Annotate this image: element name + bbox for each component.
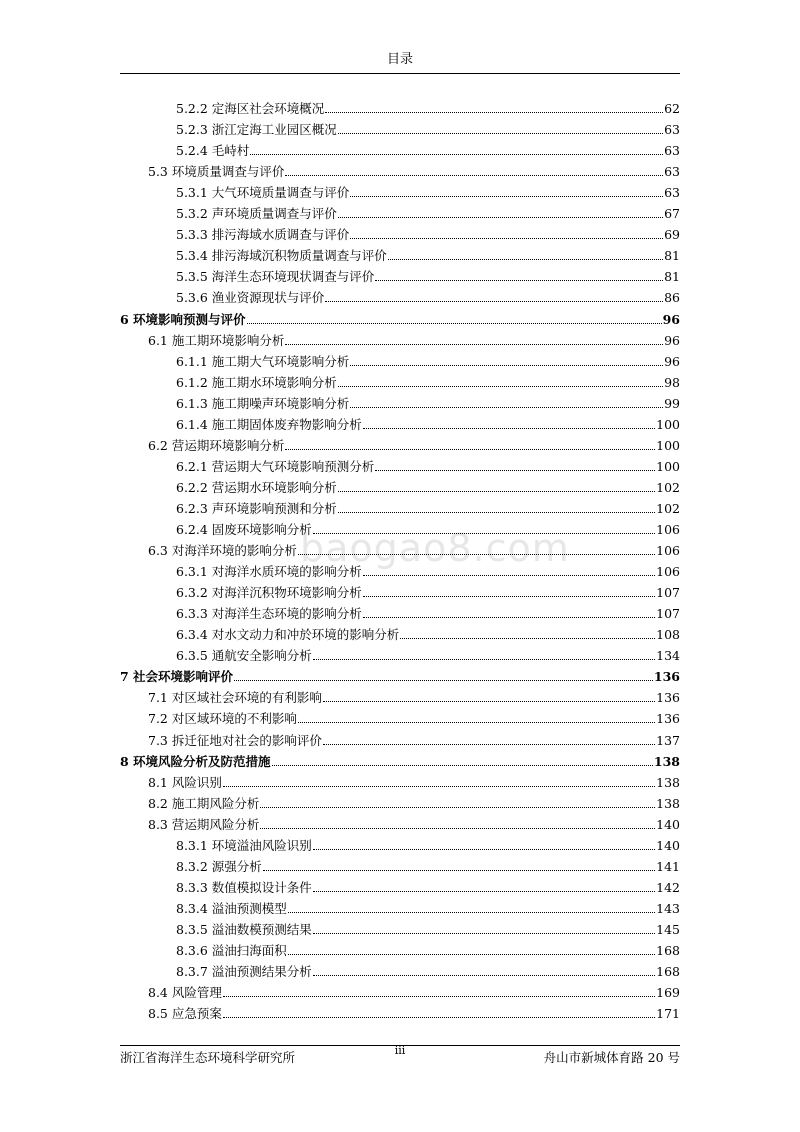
toc-entry[interactable] <box>176 180 680 201</box>
toc-dot-leader <box>350 238 663 239</box>
toc-entry-page: 168 <box>656 943 680 958</box>
toc-entry[interactable] <box>176 138 680 159</box>
toc-entry-label: 6.1.1 施工期大气环境影响分析 <box>176 353 350 369</box>
toc-dot-leader <box>298 554 655 555</box>
toc-entry[interactable] <box>176 938 680 959</box>
toc-entry-label: 6.1.2 施工期水环境影响分析 <box>176 374 337 390</box>
toc-entry[interactable] <box>148 433 680 454</box>
toc-entry-page: 137 <box>656 732 680 748</box>
toc-entry-page: 136 <box>653 669 680 685</box>
toc-entry[interactable] <box>148 728 680 749</box>
toc-dot-leader <box>363 575 655 576</box>
toc-entry-label: 6.3 对海洋环境的影响分析 <box>148 543 297 559</box>
toc-entry[interactable] <box>148 685 680 706</box>
toc-dot-leader <box>285 344 663 345</box>
toc-entry-page: 168 <box>656 964 680 980</box>
toc-entry-page: 102 <box>656 479 680 495</box>
toc-dot-leader <box>285 175 663 176</box>
toc-entry[interactable] <box>148 328 680 349</box>
footer-page-number: iii <box>394 1044 406 1057</box>
toc-dot-leader <box>272 765 653 766</box>
toc-entry-page: 62 <box>664 101 680 116</box>
toc-dot-leader <box>338 491 655 492</box>
toc-entry-label: 6.2.3 声环境影响预测和分析 <box>176 500 337 516</box>
toc-dot-leader <box>350 196 663 197</box>
toc-entry[interactable] <box>148 1001 680 1022</box>
toc-entry[interactable] <box>176 601 680 622</box>
toc-entry-label: 6.1.3 施工期噪声环境影响分析 <box>176 395 350 411</box>
toc-entry[interactable] <box>176 96 680 117</box>
toc-entry[interactable] <box>176 412 680 433</box>
toc-dot-leader <box>338 512 655 513</box>
toc-dot-leader <box>323 744 655 745</box>
toc-entry[interactable] <box>176 264 680 285</box>
toc-entry-label: 7.3 拆迁征地对社会的影响评价 <box>148 732 322 748</box>
toc-entry-label: 6.1.4 施工期固体废弃物影响分析 <box>176 416 362 432</box>
page-header-title: 目录 <box>386 52 413 67</box>
toc-entry-label: 6.3.1 对海洋水质环境的影响分析 <box>176 564 362 580</box>
toc-entry[interactable] <box>176 854 680 875</box>
toc-dot-leader <box>363 428 655 429</box>
toc-entry-page: 102 <box>656 500 680 516</box>
footer-address: 舟山市新城体育路 20 号 <box>543 1050 680 1065</box>
toc-entry-page: 140 <box>656 816 680 832</box>
toc-entry[interactable] <box>176 580 680 601</box>
toc-entry[interactable] <box>176 875 680 896</box>
toc-entry-page: 138 <box>653 753 680 769</box>
toc-entry-page: 106 <box>656 522 680 537</box>
toc-entry[interactable] <box>148 706 680 727</box>
toc-entry-label: 8.3.6 溢油扫海面积 <box>176 943 287 958</box>
toc-entry-label: 5.3.2 声环境质量调查与评价 <box>176 206 337 222</box>
toc-entry[interactable] <box>148 538 680 559</box>
toc-entry-label: 8.3 营运期风险分析 <box>148 816 260 832</box>
toc-dot-leader <box>313 533 655 534</box>
toc-entry-label: 8 环境风险分析及防范措施 <box>120 753 271 769</box>
toc-entry-page: 81 <box>664 269 680 285</box>
toc-entry-label: 8.1 风险识别 <box>148 774 222 790</box>
toc-entry-label: 6.2.1 营运期大气环境影响预测分析 <box>176 458 375 474</box>
toc-entry[interactable] <box>176 517 680 538</box>
toc-entry-page: 107 <box>656 585 680 601</box>
toc-entry-label: 5.2.4 毛峙村 <box>176 143 250 159</box>
footer-institute: 浙江省海洋生态环境科学研究所 <box>120 1050 296 1065</box>
toc-entry-label: 5.3.4 排污海域沉积物质量调查与评价 <box>176 248 387 264</box>
toc-entry-page: 63 <box>664 164 680 180</box>
toc-entry-label: 8.3.3 数值模拟设计条件 <box>176 879 312 895</box>
toc-entry[interactable] <box>176 917 680 938</box>
toc-entry[interactable] <box>176 454 680 475</box>
toc-entry[interactable] <box>120 664 680 685</box>
toc-dot-leader <box>388 259 663 260</box>
toc-dot-leader <box>285 449 655 450</box>
toc-entry-page: 100 <box>656 416 680 432</box>
toc-entry-label: 6.2 营运期环境影响分析 <box>148 437 285 453</box>
toc-dot-leader <box>363 596 655 597</box>
toc-entry-page: 169 <box>656 985 680 1001</box>
toc-entry-page: 136 <box>656 690 680 706</box>
toc-dot-leader <box>325 112 663 113</box>
toc-dot-leader <box>263 870 655 871</box>
toc-entry-page: 106 <box>656 543 680 559</box>
toc-dot-leader <box>313 891 655 892</box>
toc-dot-leader <box>350 407 663 408</box>
toc-entry[interactable] <box>176 622 680 643</box>
toc-dot-leader <box>338 133 663 134</box>
toc-entry-page: 96 <box>664 353 680 369</box>
toc-entry[interactable] <box>176 475 680 496</box>
toc-entry[interactable] <box>176 643 680 664</box>
toc-dot-leader <box>298 722 655 723</box>
toc-dot-leader <box>313 849 655 850</box>
toc-dot-leader <box>375 470 655 471</box>
toc-dot-leader <box>234 680 653 681</box>
toc-entry[interactable] <box>148 791 680 812</box>
toc-entry-label: 8.2 施工期风险分析 <box>148 795 260 811</box>
toc-entry-label: 6.1 施工期环境影响分析 <box>148 332 285 348</box>
toc-dot-leader <box>338 217 663 218</box>
toc-entry-label: 8.3.1 环境溢油风险识别 <box>176 837 312 853</box>
toc-entry[interactable] <box>148 159 680 180</box>
toc-entry-page: 138 <box>656 774 680 790</box>
toc-entry-page: 100 <box>656 458 680 474</box>
header-divider <box>120 73 680 74</box>
toc-dot-leader <box>313 659 655 660</box>
toc-entry-page: 100 <box>656 437 680 453</box>
toc-dot-leader <box>363 617 655 618</box>
toc-dot-leader <box>400 638 655 639</box>
toc-entry-label: 8.3.7 溢油预测结果分析 <box>176 964 312 980</box>
toc-entry[interactable] <box>176 285 680 306</box>
toc-entry-page: 134 <box>656 648 680 664</box>
toc-dot-leader <box>223 996 655 997</box>
toc-entry-page: 141 <box>656 858 680 874</box>
toc-dot-leader <box>323 701 655 702</box>
toc-entry-label: 7.2 对区域环境的不利影响 <box>148 711 297 727</box>
toc-entry-label: 5.3 环境质量调查与评价 <box>148 164 285 180</box>
toc-entry[interactable] <box>176 391 680 412</box>
toc-entry-page: 63 <box>664 122 680 138</box>
toc-dot-leader <box>313 975 655 976</box>
toc-entry-page: 69 <box>664 227 680 243</box>
toc-entry-label: 6 环境影响预测与评价 <box>120 311 246 327</box>
toc-dot-leader <box>338 386 663 387</box>
toc-entry-label: 6.3.2 对海洋沉积物环境影响分析 <box>176 585 362 601</box>
toc-entry-label: 5.3.3 排污海域水质调查与评价 <box>176 227 350 243</box>
toc-dot-leader <box>313 933 655 934</box>
toc-dot-leader <box>288 912 655 913</box>
toc-entry[interactable] <box>176 959 680 980</box>
toc-dot-leader <box>250 154 663 155</box>
toc-dot-leader <box>260 828 655 829</box>
toc-dot-leader <box>223 1017 655 1018</box>
toc-entry-label: 8.5 应急预案 <box>148 1006 222 1022</box>
toc-entry-page: 63 <box>664 143 680 159</box>
toc-entry[interactable] <box>176 370 680 391</box>
toc-entry-page: 107 <box>656 606 680 622</box>
toc-entry-page: 171 <box>656 1006 680 1022</box>
toc-entry-page: 98 <box>664 374 680 390</box>
toc-entry-label: 5.2.3 浙江定海工业园区概况 <box>176 122 337 138</box>
toc-entry-label: 7.1 对区域社会环境的有利影响 <box>148 690 322 706</box>
toc-entry-page: 138 <box>656 795 680 811</box>
toc-dot-leader <box>288 954 655 955</box>
toc-entry[interactable] <box>120 749 680 770</box>
toc-entry[interactable] <box>176 243 680 264</box>
toc-dot-leader <box>375 280 663 281</box>
toc-entry-page: 140 <box>656 837 680 853</box>
toc-entry[interactable] <box>176 833 680 854</box>
toc-entry-label: 5.3.1 大气环境质量调查与评价 <box>176 185 350 201</box>
toc-entry-label: 6.3.5 通航安全影响分析 <box>176 648 312 664</box>
toc-entry-page: 96 <box>662 311 680 327</box>
toc-entry[interactable] <box>176 496 680 517</box>
toc-entry-label: 7 社会环境影响评价 <box>120 669 234 685</box>
watermark: baogao8.com <box>300 526 570 570</box>
toc-dot-leader <box>260 807 655 808</box>
toc-dot-leader <box>350 365 663 366</box>
toc-entry-page: 143 <box>656 900 680 916</box>
toc-entry[interactable] <box>176 559 680 580</box>
toc-dot-leader <box>223 786 655 787</box>
toc-entry-label: 6.2.4 固废环境影响分析 <box>176 522 312 537</box>
toc-entry-label: 6.2.2 营运期水环境影响分析 <box>176 479 337 495</box>
toc-entry-label: 8.3.5 溢油数模预测结果 <box>176 921 312 937</box>
toc-entry[interactable] <box>176 222 680 243</box>
toc-entry-page: 86 <box>664 290 680 306</box>
toc-entry-label: 8.4 风险管理 <box>148 985 222 1001</box>
toc-entry-label: 5.3.6 渔业资源现状与评价 <box>176 290 325 306</box>
toc-entry-label: 8.3.4 溢油预测模型 <box>176 900 287 916</box>
toc-entry-page: 142 <box>656 879 680 895</box>
toc-entry[interactable] <box>176 201 680 222</box>
toc-entry-page: 108 <box>656 627 680 643</box>
toc-entry[interactable] <box>176 349 680 370</box>
toc-dot-leader <box>247 323 662 324</box>
toc-entry-label: 8.3.2 源强分析 <box>176 858 262 874</box>
toc-entry[interactable] <box>176 896 680 917</box>
toc-entry-page: 145 <box>656 921 680 937</box>
toc-entry-page: 106 <box>656 564 680 580</box>
toc-entry-page: 99 <box>664 395 680 411</box>
toc-entry-label: 5.2.2 定海区社会环境概况 <box>176 101 325 116</box>
toc-entry[interactable] <box>120 307 680 328</box>
toc-entry-label: 6.3.4 对水文动力和冲於环境的影响分析 <box>176 627 400 643</box>
toc-entry-page: 136 <box>656 711 680 727</box>
toc-entry-page: 63 <box>664 185 680 201</box>
toc-entry[interactable] <box>176 117 680 138</box>
toc-entry-label: 5.3.5 海洋生态环境现状调查与评价 <box>176 269 375 285</box>
toc-entry[interactable] <box>148 770 680 791</box>
toc-entry[interactable] <box>148 980 680 1001</box>
toc-dot-leader <box>325 301 663 302</box>
toc-entry[interactable] <box>148 812 680 833</box>
toc-entry-page: 96 <box>664 332 680 348</box>
toc-entry-page: 67 <box>664 206 680 222</box>
toc-entry-label: 6.3.3 对海洋生态环境的影响分析 <box>176 606 362 622</box>
toc-entry-page: 81 <box>664 248 680 264</box>
